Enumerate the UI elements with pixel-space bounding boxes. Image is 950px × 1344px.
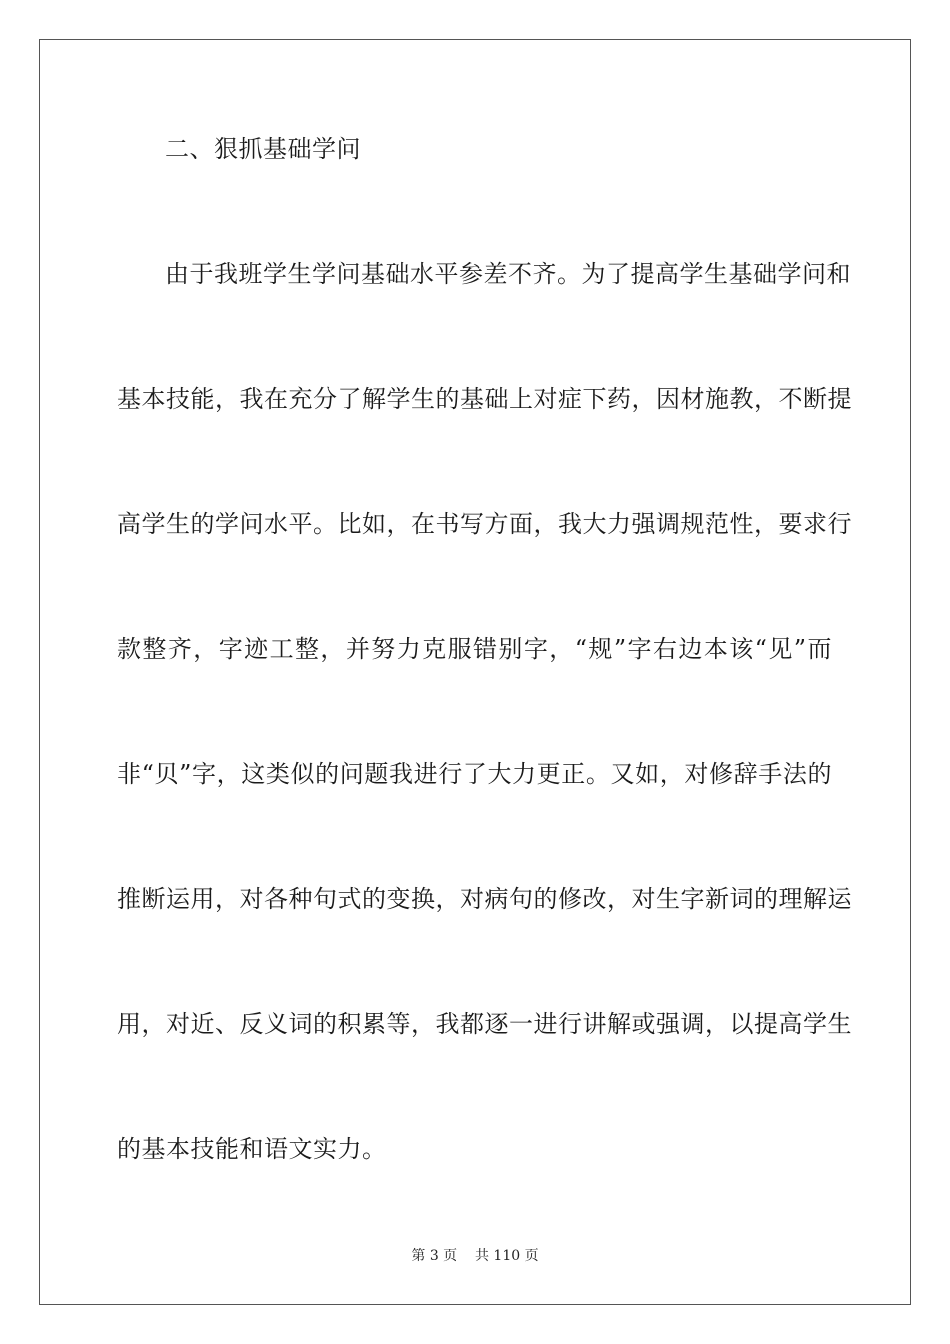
page-number-footer: 第 3 页 共 110 页 — [411, 1248, 539, 1264]
paragraph-line-7: 用，对近、反义词的积累等，我都逐一进行讲解或强调，以提高学生 — [117, 1010, 852, 1038]
section-heading: 二、狠抓基础学问 — [165, 135, 361, 163]
paragraph-line-1: 由于我班学生学问基础水平参差不齐。为了提高学生基础学问和 — [165, 260, 851, 288]
paragraph-line-6: 推断运用，对各种句式的变换，对病句的修改，对生字新词的理解运 — [117, 885, 852, 913]
paragraph-line-3: 高学生的学问水平。比如，在书写方面，我大力强调规范性，要求行 — [117, 510, 852, 538]
page-border — [39, 39, 911, 1305]
paragraph-line-5: 非“贝”字，这类似的问题我进行了大力更正。又如，对修辞手法的 — [117, 760, 832, 788]
paragraph-line-8: 的基本技能和语文实力。 — [117, 1135, 387, 1163]
paragraph-line-4: 款整齐，字迹工整，并努力克服错别字，“规”字右边本该“见”而 — [117, 635, 832, 663]
paragraph-line-2: 基本技能，我在充分了解学生的基础上对症下药，因材施教，不断提 — [117, 385, 852, 413]
